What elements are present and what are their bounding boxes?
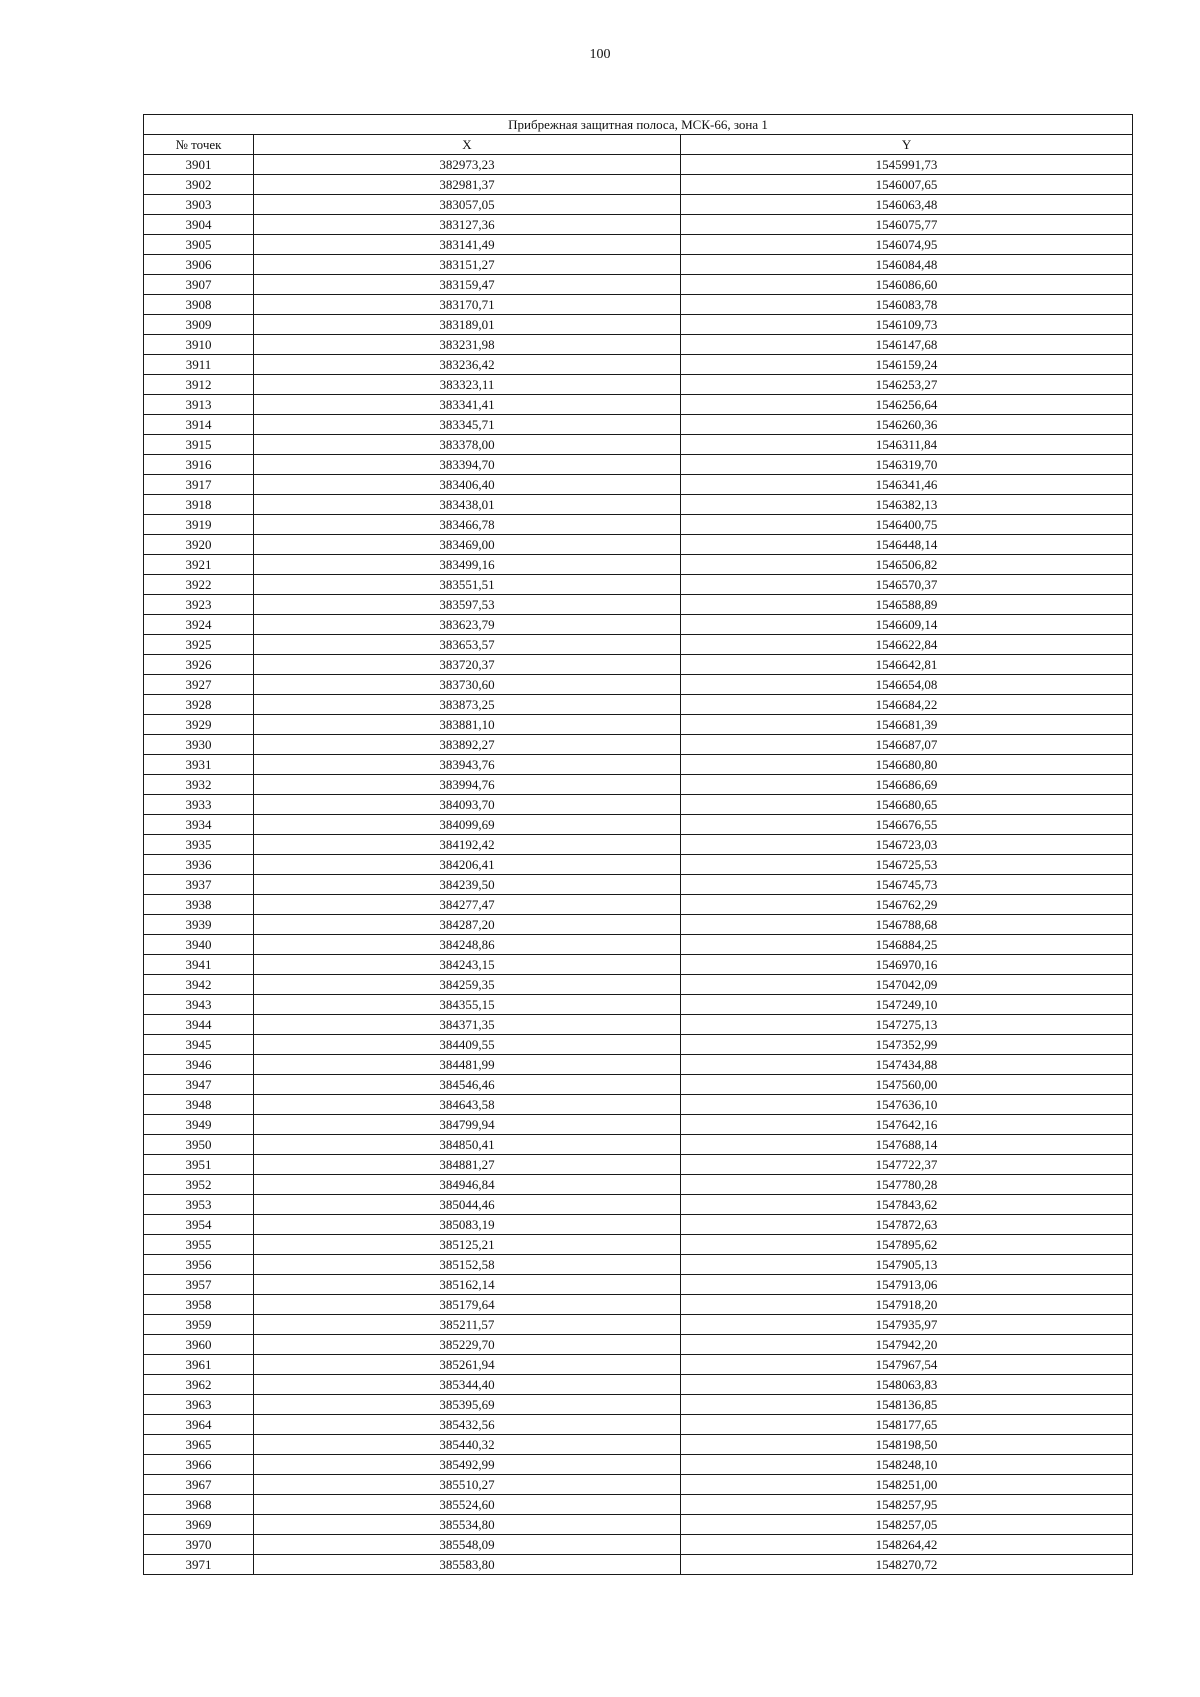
- x-cell: 385395,69: [254, 1395, 681, 1415]
- table-row: [144, 515, 1133, 535]
- x-cell: 384248,86: [254, 935, 681, 955]
- y-cell: 1546084,48: [681, 255, 1133, 275]
- point-number-cell: 3956: [144, 1255, 254, 1275]
- table-row: [144, 655, 1133, 675]
- point-number-cell: 3954: [144, 1215, 254, 1235]
- y-cell: 1546147,68: [681, 335, 1133, 355]
- table-row: [144, 1135, 1133, 1155]
- table-row: [144, 695, 1133, 715]
- y-cell: 1546884,25: [681, 935, 1133, 955]
- coordinates-table: [143, 114, 1133, 1575]
- point-number-cell: 3953: [144, 1195, 254, 1215]
- point-number-cell: 3969: [144, 1515, 254, 1535]
- point-number-cell: 3944: [144, 1015, 254, 1035]
- point-number-cell: 3926: [144, 655, 254, 675]
- x-cell: 385211,57: [254, 1315, 681, 1335]
- table-row: [144, 715, 1133, 735]
- table-row: [144, 295, 1133, 315]
- x-cell: 385152,58: [254, 1255, 681, 1275]
- x-cell: 382981,37: [254, 175, 681, 195]
- y-cell: 1547249,10: [681, 995, 1133, 1015]
- table-row: [144, 615, 1133, 635]
- table-row: [144, 375, 1133, 395]
- y-cell: 1546970,16: [681, 955, 1133, 975]
- x-cell: 383943,76: [254, 755, 681, 775]
- point-number-cell: 3909: [144, 315, 254, 335]
- y-cell: 1546745,73: [681, 875, 1133, 895]
- x-cell: 383345,71: [254, 415, 681, 435]
- table-row: [144, 455, 1133, 475]
- y-cell: 1548063,83: [681, 1375, 1133, 1395]
- table-row: [144, 235, 1133, 255]
- point-number-cell: 3971: [144, 1555, 254, 1575]
- table-row: [144, 1215, 1133, 1235]
- table-row: [144, 1435, 1133, 1455]
- y-cell: 1547560,00: [681, 1075, 1133, 1095]
- point-number-cell: 3968: [144, 1495, 254, 1515]
- point-number-cell: 3940: [144, 935, 254, 955]
- x-cell: 385229,70: [254, 1335, 681, 1355]
- x-cell: 383653,57: [254, 635, 681, 655]
- point-number-cell: 3929: [144, 715, 254, 735]
- x-cell: 384192,42: [254, 835, 681, 855]
- x-cell: 383323,11: [254, 375, 681, 395]
- table-row: [144, 895, 1133, 915]
- table-title: Прибрежная защитная полоса, МСК-66, зона 1: [144, 115, 1133, 135]
- point-number-cell: 3936: [144, 855, 254, 875]
- x-cell: 385583,80: [254, 1555, 681, 1575]
- point-number-cell: 3904: [144, 215, 254, 235]
- table-row: [144, 1055, 1133, 1075]
- table-row: [144, 795, 1133, 815]
- y-cell: 1546570,37: [681, 575, 1133, 595]
- y-cell: 1546007,65: [681, 175, 1133, 195]
- y-cell: 1546680,80: [681, 755, 1133, 775]
- y-cell: 1546686,69: [681, 775, 1133, 795]
- y-cell: 1546319,70: [681, 455, 1133, 475]
- table-row: [144, 1475, 1133, 1495]
- x-cell: 385179,64: [254, 1295, 681, 1315]
- point-number-cell: 3915: [144, 435, 254, 455]
- y-cell: 1547642,16: [681, 1115, 1133, 1135]
- table-row: [144, 935, 1133, 955]
- x-cell: 385440,32: [254, 1435, 681, 1455]
- table-row: [144, 1535, 1133, 1555]
- point-number-cell: 3943: [144, 995, 254, 1015]
- x-cell: 383127,36: [254, 215, 681, 235]
- y-cell: 1546086,60: [681, 275, 1133, 295]
- y-cell: 1548198,50: [681, 1435, 1133, 1455]
- x-cell: 384287,20: [254, 915, 681, 935]
- x-cell: 384093,70: [254, 795, 681, 815]
- point-number-cell: 3916: [144, 455, 254, 475]
- x-cell: 383406,40: [254, 475, 681, 495]
- x-cell: 384481,99: [254, 1055, 681, 1075]
- point-number-cell: 3919: [144, 515, 254, 535]
- x-cell: 384799,94: [254, 1115, 681, 1135]
- x-cell: 383881,10: [254, 715, 681, 735]
- x-cell: 383551,51: [254, 575, 681, 595]
- y-cell: 1548248,10: [681, 1455, 1133, 1475]
- x-cell: 383873,25: [254, 695, 681, 715]
- point-number-cell: 3928: [144, 695, 254, 715]
- point-number-cell: 3970: [144, 1535, 254, 1555]
- y-cell: 1546109,73: [681, 315, 1133, 335]
- y-cell: 1547722,37: [681, 1155, 1133, 1175]
- point-number-cell: 3901: [144, 155, 254, 175]
- table-row: [144, 1335, 1133, 1355]
- y-cell: 1546762,29: [681, 895, 1133, 915]
- point-number-cell: 3910: [144, 335, 254, 355]
- point-number-cell: 3950: [144, 1135, 254, 1155]
- table-row: [144, 175, 1133, 195]
- x-cell: 383341,41: [254, 395, 681, 415]
- table-row: [144, 1155, 1133, 1175]
- table-row: [144, 1175, 1133, 1195]
- y-cell: 1546506,82: [681, 555, 1133, 575]
- point-number-cell: 3935: [144, 835, 254, 855]
- table-row: [144, 1515, 1133, 1535]
- point-number-cell: 3959: [144, 1315, 254, 1335]
- point-number-cell: 3911: [144, 355, 254, 375]
- y-cell: 1546260,36: [681, 415, 1133, 435]
- y-cell: 1546681,39: [681, 715, 1133, 735]
- x-cell: 384206,41: [254, 855, 681, 875]
- x-cell: 383720,37: [254, 655, 681, 675]
- x-cell: 385162,14: [254, 1275, 681, 1295]
- point-number-cell: 3960: [144, 1335, 254, 1355]
- table-row: [144, 355, 1133, 375]
- x-cell: 384546,46: [254, 1075, 681, 1095]
- y-cell: 1547275,13: [681, 1015, 1133, 1035]
- table-row: [144, 415, 1133, 435]
- table-row: [144, 595, 1133, 615]
- x-cell: 384355,15: [254, 995, 681, 1015]
- y-cell: 1547872,63: [681, 1215, 1133, 1235]
- y-cell: 1548270,72: [681, 1555, 1133, 1575]
- y-cell: 1547967,54: [681, 1355, 1133, 1375]
- y-cell: 1546588,89: [681, 595, 1133, 615]
- header-point-number: № точек: [144, 135, 254, 155]
- table-row: [144, 315, 1133, 335]
- y-cell: 1546075,77: [681, 215, 1133, 235]
- y-cell: 1546448,14: [681, 535, 1133, 555]
- table-row: [144, 1395, 1133, 1415]
- x-cell: 383730,60: [254, 675, 681, 695]
- table-row: [144, 755, 1133, 775]
- y-cell: 1548136,85: [681, 1395, 1133, 1415]
- table-body: [144, 155, 1133, 1575]
- x-cell: 384643,58: [254, 1095, 681, 1115]
- y-cell: 1548257,05: [681, 1515, 1133, 1535]
- point-number-cell: 3939: [144, 915, 254, 935]
- x-cell: 385548,09: [254, 1535, 681, 1555]
- point-number-cell: 3937: [144, 875, 254, 895]
- y-cell: 1547434,88: [681, 1055, 1133, 1075]
- point-number-cell: 3941: [144, 955, 254, 975]
- y-cell: 1548257,95: [681, 1495, 1133, 1515]
- point-number-cell: 3934: [144, 815, 254, 835]
- table-row: [144, 1015, 1133, 1035]
- y-cell: 1547913,06: [681, 1275, 1133, 1295]
- x-cell: 384277,47: [254, 895, 681, 915]
- x-cell: 385261,94: [254, 1355, 681, 1375]
- y-cell: 1547042,09: [681, 975, 1133, 995]
- point-number-cell: 3948: [144, 1095, 254, 1115]
- point-number-cell: 3905: [144, 235, 254, 255]
- y-cell: 1546725,53: [681, 855, 1133, 875]
- point-number-cell: 3923: [144, 595, 254, 615]
- table-row: [144, 995, 1133, 1015]
- table-row: [144, 535, 1133, 555]
- x-cell: 383170,71: [254, 295, 681, 315]
- table-row: [144, 1275, 1133, 1295]
- y-cell: 1547895,62: [681, 1235, 1133, 1255]
- x-cell: 383499,16: [254, 555, 681, 575]
- x-cell: 385344,40: [254, 1375, 681, 1395]
- point-number-cell: 3902: [144, 175, 254, 195]
- y-cell: 1545991,73: [681, 155, 1133, 175]
- table-row: [144, 575, 1133, 595]
- point-number-cell: 3927: [144, 675, 254, 695]
- point-number-cell: 3942: [144, 975, 254, 995]
- x-cell: 385510,27: [254, 1475, 681, 1495]
- x-cell: 384850,41: [254, 1135, 681, 1155]
- x-cell: 383236,42: [254, 355, 681, 375]
- x-cell: 383892,27: [254, 735, 681, 755]
- y-cell: 1546063,48: [681, 195, 1133, 215]
- y-cell: 1548177,65: [681, 1415, 1133, 1435]
- y-cell: 1546723,03: [681, 835, 1133, 855]
- table-title-row: [144, 115, 1133, 135]
- table-row: [144, 775, 1133, 795]
- table-row: [144, 1195, 1133, 1215]
- header-x: X: [254, 135, 681, 155]
- x-cell: 383057,05: [254, 195, 681, 215]
- y-cell: 1546256,64: [681, 395, 1133, 415]
- y-cell: 1546341,46: [681, 475, 1133, 495]
- y-cell: 1546676,55: [681, 815, 1133, 835]
- y-cell: 1547918,20: [681, 1295, 1133, 1315]
- table-row: [144, 1355, 1133, 1375]
- x-cell: 383623,79: [254, 615, 681, 635]
- x-cell: 384881,27: [254, 1155, 681, 1175]
- x-cell: 383469,00: [254, 535, 681, 555]
- x-cell: 383466,78: [254, 515, 681, 535]
- table-row: [144, 275, 1133, 295]
- y-cell: 1546074,95: [681, 235, 1133, 255]
- point-number-cell: 3906: [144, 255, 254, 275]
- x-cell: 384259,35: [254, 975, 681, 995]
- y-cell: 1547688,14: [681, 1135, 1133, 1155]
- point-number-cell: 3908: [144, 295, 254, 315]
- y-cell: 1546788,68: [681, 915, 1133, 935]
- x-cell: 385083,19: [254, 1215, 681, 1235]
- table-row: [144, 1455, 1133, 1475]
- y-cell: 1547352,99: [681, 1035, 1133, 1055]
- x-cell: 385432,56: [254, 1415, 681, 1435]
- point-number-cell: 3947: [144, 1075, 254, 1095]
- point-number-cell: 3967: [144, 1475, 254, 1495]
- table-row: [144, 255, 1133, 275]
- y-cell: 1546642,81: [681, 655, 1133, 675]
- y-cell: 1546680,65: [681, 795, 1133, 815]
- point-number-cell: 3962: [144, 1375, 254, 1395]
- point-number-cell: 3932: [144, 775, 254, 795]
- x-cell: 384946,84: [254, 1175, 681, 1195]
- table-row: [144, 1555, 1133, 1575]
- table-row: [144, 875, 1133, 895]
- x-cell: 384409,55: [254, 1035, 681, 1055]
- point-number-cell: 3924: [144, 615, 254, 635]
- point-number-cell: 3952: [144, 1175, 254, 1195]
- x-cell: 383151,27: [254, 255, 681, 275]
- table-row: [144, 1035, 1133, 1055]
- x-cell: 384243,15: [254, 955, 681, 975]
- table-row: [144, 1315, 1133, 1335]
- y-cell: 1547905,13: [681, 1255, 1133, 1275]
- point-number-cell: 3957: [144, 1275, 254, 1295]
- y-cell: 1546400,75: [681, 515, 1133, 535]
- point-number-cell: 3917: [144, 475, 254, 495]
- x-cell: 385534,80: [254, 1515, 681, 1535]
- table-row: [144, 735, 1133, 755]
- x-cell: 383159,47: [254, 275, 681, 295]
- table-row: [144, 675, 1133, 695]
- table-row: [144, 975, 1133, 995]
- point-number-cell: 3955: [144, 1235, 254, 1255]
- table-row: [144, 475, 1133, 495]
- point-number-cell: 3912: [144, 375, 254, 395]
- point-number-cell: 3951: [144, 1155, 254, 1175]
- x-cell: 383438,01: [254, 495, 681, 515]
- y-cell: 1548251,00: [681, 1475, 1133, 1495]
- table-row: [144, 1075, 1133, 1095]
- y-cell: 1546382,13: [681, 495, 1133, 515]
- point-number-cell: 3938: [144, 895, 254, 915]
- x-cell: 383597,53: [254, 595, 681, 615]
- x-cell: 384239,50: [254, 875, 681, 895]
- table-row: [144, 1115, 1133, 1135]
- table-row: [144, 915, 1133, 935]
- table-row: [144, 955, 1133, 975]
- y-cell: 1547843,62: [681, 1195, 1133, 1215]
- table-row: [144, 1095, 1133, 1115]
- y-cell: 1546311,84: [681, 435, 1133, 455]
- point-number-cell: 3966: [144, 1455, 254, 1475]
- table-header-row: [144, 135, 1133, 155]
- point-number-cell: 3949: [144, 1115, 254, 1135]
- x-cell: 383189,01: [254, 315, 681, 335]
- y-cell: 1546083,78: [681, 295, 1133, 315]
- point-number-cell: 3945: [144, 1035, 254, 1055]
- point-number-cell: 3961: [144, 1355, 254, 1375]
- y-cell: 1546622,84: [681, 635, 1133, 655]
- table-row: [144, 1255, 1133, 1275]
- x-cell: 383378,00: [254, 435, 681, 455]
- table-row: [144, 195, 1133, 215]
- x-cell: 384099,69: [254, 815, 681, 835]
- point-number-cell: 3964: [144, 1415, 254, 1435]
- table-row: [144, 1415, 1133, 1435]
- y-cell: 1546684,22: [681, 695, 1133, 715]
- y-cell: 1547942,20: [681, 1335, 1133, 1355]
- point-number-cell: 3958: [144, 1295, 254, 1315]
- point-number-cell: 3920: [144, 535, 254, 555]
- table-row: [144, 1375, 1133, 1395]
- x-cell: 385492,99: [254, 1455, 681, 1475]
- table-row: [144, 1495, 1133, 1515]
- y-cell: 1546654,08: [681, 675, 1133, 695]
- x-cell: 383141,49: [254, 235, 681, 255]
- page-number: 100: [589, 47, 611, 62]
- y-cell: 1546609,14: [681, 615, 1133, 635]
- point-number-cell: 3930: [144, 735, 254, 755]
- y-cell: 1548264,42: [681, 1535, 1133, 1555]
- table-row: [144, 395, 1133, 415]
- point-number-cell: 3963: [144, 1395, 254, 1415]
- point-number-cell: 3914: [144, 415, 254, 435]
- x-cell: 385044,46: [254, 1195, 681, 1215]
- point-number-cell: 3931: [144, 755, 254, 775]
- x-cell: 383994,76: [254, 775, 681, 795]
- table-row: [144, 815, 1133, 835]
- table-row: [144, 215, 1133, 235]
- point-number-cell: 3946: [144, 1055, 254, 1075]
- x-cell: 385524,60: [254, 1495, 681, 1515]
- point-number-cell: 3903: [144, 195, 254, 215]
- table-row: [144, 635, 1133, 655]
- table-row: [144, 835, 1133, 855]
- table-row: [144, 855, 1133, 875]
- table-row: [144, 495, 1133, 515]
- point-number-cell: 3933: [144, 795, 254, 815]
- y-cell: 1547636,10: [681, 1095, 1133, 1115]
- table-row: [144, 335, 1133, 355]
- table-row: [144, 435, 1133, 455]
- point-number-cell: 3918: [144, 495, 254, 515]
- x-cell: 385125,21: [254, 1235, 681, 1255]
- header-y: Y: [681, 135, 1133, 155]
- y-cell: 1547935,97: [681, 1315, 1133, 1335]
- x-cell: 383231,98: [254, 335, 681, 355]
- table-row: [144, 1235, 1133, 1255]
- point-number-cell: 3925: [144, 635, 254, 655]
- x-cell: 384371,35: [254, 1015, 681, 1035]
- y-cell: 1546253,27: [681, 375, 1133, 395]
- point-number-cell: 3921: [144, 555, 254, 575]
- point-number-cell: 3965: [144, 1435, 254, 1455]
- y-cell: 1546687,07: [681, 735, 1133, 755]
- point-number-cell: 3907: [144, 275, 254, 295]
- table-row: [144, 155, 1133, 175]
- y-cell: 1547780,28: [681, 1175, 1133, 1195]
- point-number-cell: 3922: [144, 575, 254, 595]
- x-cell: 383394,70: [254, 455, 681, 475]
- y-cell: 1546159,24: [681, 355, 1133, 375]
- table-row: [144, 555, 1133, 575]
- table-row: [144, 1295, 1133, 1315]
- point-number-cell: 3913: [144, 395, 254, 415]
- x-cell: 382973,23: [254, 155, 681, 175]
